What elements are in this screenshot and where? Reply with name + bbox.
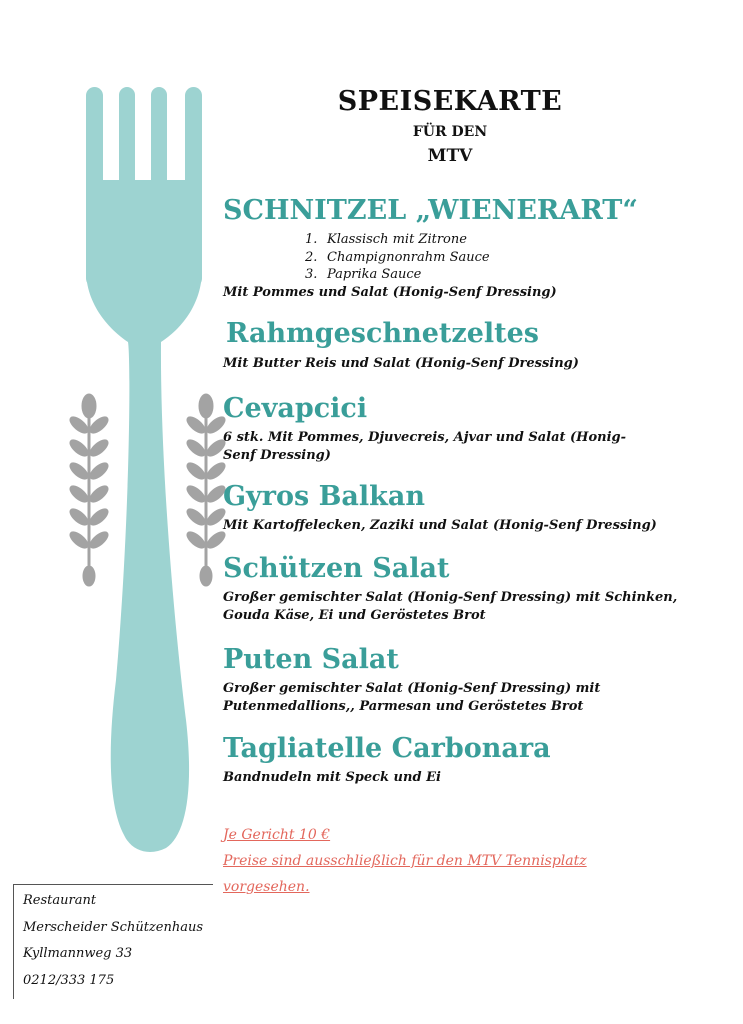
list-item [305, 231, 490, 249]
desc-line: Großer gemischter Salat (Honig-Senf Dressing) mit [223, 681, 601, 696]
price-note-line: Preise sind ausschließlich für den MTV Tennisplatz [223, 853, 587, 869]
phone-number: 0212/333 175 [23, 972, 115, 988]
dish-title-schnitzel: SCHNITZEL „WIENERART“ [223, 195, 638, 226]
address-line: Merscheider Schützenhaus [23, 919, 203, 935]
dish-title-rahmgeschnetzeltes: Rahmgeschnetzeltes [226, 318, 539, 349]
dish-title-tagliatelle: Tagliatelle Carbonara [223, 733, 551, 764]
address-line: Kyllmannweg 33 [23, 946, 133, 961]
option-text: Champignonrahm Sauce [327, 249, 490, 265]
dish-desc-tagliatelle: Bandnudeln mit Speck und Ei [223, 770, 441, 785]
menu-title: SPEISEKARTE [337, 86, 563, 117]
price-note [223, 822, 663, 900]
dish-desc-schnitzel: Mit Pommes und Salat (Honig-Senf Dressing) [223, 285, 557, 300]
leaf-branch-right [184, 394, 227, 586]
list-item [305, 249, 490, 267]
desc-line: Putenmedallions,, Parmesan und Geröstetes Brot [223, 699, 584, 714]
dish-desc-rahmgeschnetzeltes: Mit Butter Reis und Salat (Honig-Senf Dressing) [223, 356, 579, 371]
option-text: Paprika Sauce [327, 267, 422, 282]
option-number: 3. [305, 267, 318, 282]
dish-desc-cevapcici: 6 stk. Mit Pommes, Djuvecreis, Ajvar und Salat (Honig-Senf Dressing) [223, 430, 627, 463]
menu-subtitle-line1: FÜR DEN [412, 124, 488, 140]
dish-title-puten-salat: Puten Salat [223, 644, 399, 675]
dish-title-cevapcici: Cevapcici [223, 393, 368, 424]
schnitzel-options-list [305, 231, 490, 284]
restaurant-address [23, 888, 203, 994]
dish-title-gyros: Gyros Balkan [223, 481, 425, 512]
footer-divider-left [13, 884, 14, 999]
menu-subtitle-line2: MTV [427, 146, 473, 166]
list-item [305, 266, 490, 284]
address-line: Restaurant [23, 893, 97, 908]
price-note-line: Je Gericht 10 € [223, 827, 331, 843]
dish-title-schuetzen-salat: Schützen Salat [223, 553, 450, 584]
footer-divider-top [13, 884, 213, 885]
price-note-line: vorgesehen. [223, 879, 310, 895]
option-number: 2. [305, 249, 318, 265]
option-number: 1. [305, 232, 318, 247]
dish-desc-puten-salat [223, 680, 693, 716]
dish-desc-schuetzen-salat: Großer gemischter Salat (Honig-Senf Dressing) mit Schinken, Gouda Käse, Ei und Geröstetes Brot [223, 590, 678, 623]
dish-desc-gyros: Mit Kartoffelecken, Zaziki und Salat (Honig-Senf Dressing) [223, 518, 657, 533]
option-text: Klassisch mit Zitrone [327, 232, 467, 247]
leaf-branch-left [67, 394, 110, 586]
